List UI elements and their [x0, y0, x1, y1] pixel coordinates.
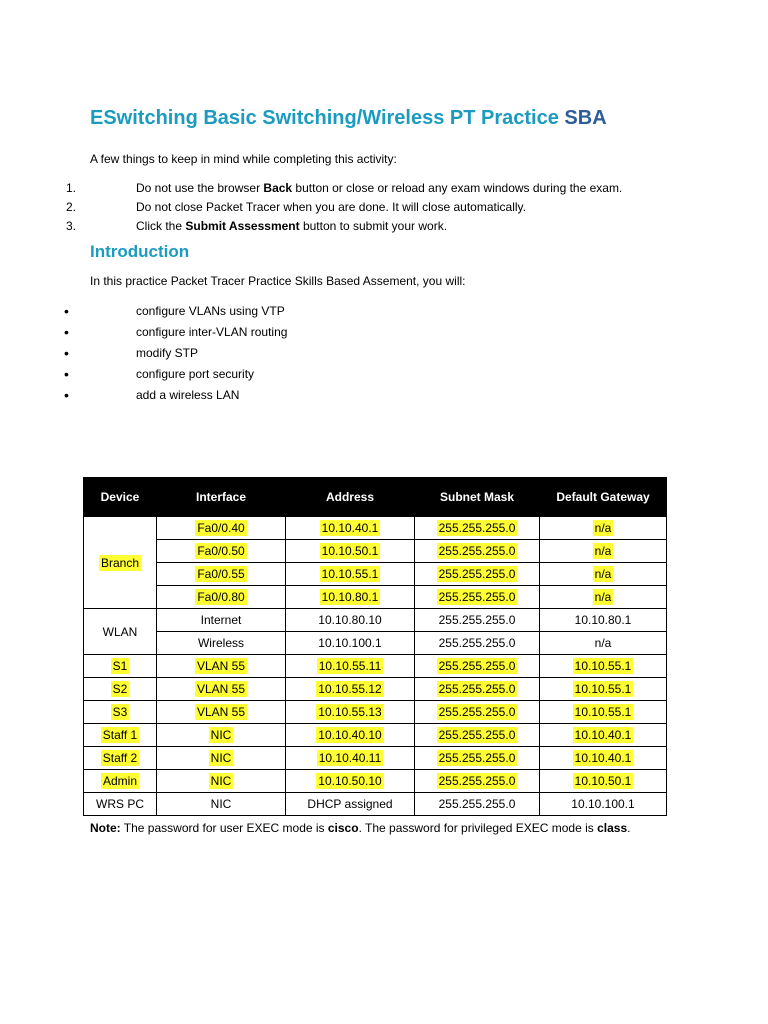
cell-device [84, 655, 157, 678]
interface-value: Fa0/0.80 [197, 590, 245, 604]
address-value: 10.10.100.1 [318, 636, 382, 650]
device-name: WLAN [102, 624, 138, 639]
password-note [90, 821, 631, 835]
device-name: Admin [102, 774, 137, 788]
bullet-icon: • [64, 345, 69, 361]
instruction-number: 1. [66, 181, 77, 195]
cell-subnet-mask [415, 632, 540, 655]
cell-address [286, 678, 415, 701]
default-gateway-value: n/a [594, 590, 612, 604]
note-text-1: The password for user EXEC mode is [120, 821, 328, 835]
cell-interface [157, 517, 286, 540]
cell-subnet-mask [415, 655, 540, 678]
cell-device [84, 770, 157, 793]
default-gateway-value: n/a [594, 544, 612, 558]
cell-default-gateway [540, 770, 667, 793]
cell-subnet-mask [415, 724, 540, 747]
instruction-text-bold: Back [263, 181, 293, 195]
subnet-mask-value: 255.255.255.0 [438, 567, 516, 581]
subnet-mask-value: 255.255.255.0 [438, 682, 516, 696]
table-row [84, 678, 667, 701]
note-label: Note: [90, 821, 121, 835]
cell-default-gateway [540, 586, 667, 609]
header-address: Address [286, 478, 415, 517]
subnet-mask-value: 255.255.255.0 [438, 751, 516, 765]
device-name: S2 [112, 682, 128, 696]
address-value: 10.10.50.10 [318, 774, 382, 788]
address-value: 10.10.50.1 [321, 544, 379, 558]
instruction-text-pre: Click the [136, 219, 186, 233]
subnet-mask-value: 255.255.255.0 [438, 659, 516, 673]
cell-default-gateway [540, 793, 667, 816]
cell-device [84, 724, 157, 747]
device-name: WRS PC [96, 797, 144, 811]
instruction-text-post: button or close or reload any exam windows during the exam. [292, 181, 623, 195]
instruction-number: 2. [66, 200, 77, 214]
document-title [90, 107, 607, 130]
bullet-icon: • [64, 366, 69, 382]
cell-subnet-mask [415, 747, 540, 770]
header-subnet-mask: Subnet Mask [415, 478, 540, 517]
instruction-number: 3. [66, 219, 77, 233]
default-gateway-value: 10.10.100.1 [571, 797, 635, 811]
instruction-text [136, 180, 622, 196]
subnet-mask-value: 255.255.255.0 [438, 636, 516, 650]
cell-interface [157, 586, 286, 609]
address-value: 10.10.55.11 [318, 659, 382, 673]
note-text-3: . [627, 821, 631, 835]
note-text-2: . The password for privileged EXEC mode is [358, 821, 598, 835]
default-gateway-value: 10.10.55.1 [574, 682, 632, 696]
address-value: 10.10.40.1 [321, 521, 379, 535]
cell-subnet-mask [415, 517, 540, 540]
cell-device [84, 793, 157, 816]
cell-address [286, 655, 415, 678]
cell-subnet-mask [415, 540, 540, 563]
bullet-icon: • [64, 387, 69, 403]
cell-device [84, 701, 157, 724]
header-interface: Interface [157, 478, 286, 517]
objective-text: configure inter-VLAN routing [136, 325, 288, 339]
default-gateway-value: 10.10.80.1 [574, 613, 632, 627]
instruction-text-post: button to submit your work. [299, 219, 448, 233]
cell-interface [157, 655, 286, 678]
cell-default-gateway [540, 632, 667, 655]
address-value: 10.10.80.1 [321, 590, 379, 604]
interface-value: NIC [210, 774, 232, 788]
objective-text: configure port security [136, 367, 255, 381]
cell-interface [157, 563, 286, 586]
cell-device [84, 747, 157, 770]
default-gateway-value: n/a [594, 567, 612, 581]
instruction-text-pre: Do not close Packet Tracer when you are done. It will close automatically. [136, 200, 526, 214]
instruction-text-bold: Submit Assessment [185, 219, 300, 233]
cell-address [286, 793, 415, 816]
cell-subnet-mask [415, 793, 540, 816]
title-suffix: SBA [564, 107, 607, 129]
cell-address [286, 540, 415, 563]
interface-value: VLAN 55 [196, 659, 246, 673]
objective-text: add a wireless LAN [136, 388, 240, 402]
interface-value: Internet [200, 613, 242, 627]
interface-value: Fa0/0.55 [197, 567, 245, 581]
table-row [84, 770, 667, 793]
cell-default-gateway [540, 609, 667, 632]
interface-value: Wireless [197, 636, 244, 650]
address-value: DHCP assigned [307, 797, 393, 811]
table-row [84, 747, 667, 770]
device-name: Branch [100, 555, 140, 570]
cell-default-gateway [540, 678, 667, 701]
cell-interface [157, 770, 286, 793]
interface-value: VLAN 55 [196, 705, 246, 719]
cell-interface [157, 747, 286, 770]
instruction-text [136, 199, 526, 215]
cell-address [286, 724, 415, 747]
cell-default-gateway [540, 655, 667, 678]
interface-value: VLAN 55 [196, 682, 246, 696]
cell-address [286, 609, 415, 632]
cell-interface [157, 540, 286, 563]
subnet-mask-value: 255.255.255.0 [438, 590, 516, 604]
header-default-gateway: Default Gateway [540, 478, 667, 517]
subnet-mask-value: 255.255.255.0 [438, 544, 516, 558]
cell-device [84, 609, 157, 655]
cell-default-gateway [540, 563, 667, 586]
device-name: S1 [112, 659, 128, 673]
cell-interface [157, 678, 286, 701]
instruction-text [136, 218, 447, 234]
subnet-mask-value: 255.255.255.0 [438, 613, 516, 627]
table-row [84, 609, 667, 632]
cell-subnet-mask [415, 701, 540, 724]
table-row [84, 655, 667, 678]
cell-interface [157, 609, 286, 632]
default-gateway-value: 10.10.40.1 [574, 751, 632, 765]
introduction-heading: Introduction [90, 242, 190, 261]
default-gateway-value: 10.10.40.1 [574, 728, 632, 742]
cell-interface [157, 701, 286, 724]
objective-text: configure VLANs using VTP [136, 304, 285, 318]
table-row [84, 540, 667, 563]
default-gateway-value: 10.10.55.1 [574, 659, 632, 673]
cell-subnet-mask [415, 586, 540, 609]
cell-subnet-mask [415, 678, 540, 701]
subnet-mask-value: 255.255.255.0 [438, 797, 516, 811]
default-gateway-value: n/a [594, 636, 612, 650]
device-name: Staff 1 [102, 728, 138, 742]
interface-value: Fa0/0.40 [197, 521, 245, 535]
bullet-icon: • [64, 324, 69, 340]
table-row [84, 517, 667, 540]
cell-subnet-mask [415, 770, 540, 793]
objective-text: modify STP [136, 346, 199, 360]
table-row [84, 563, 667, 586]
table-header-row [84, 478, 667, 517]
address-value: 10.10.40.11 [318, 751, 382, 765]
cell-default-gateway [540, 747, 667, 770]
address-value: 10.10.40.10 [318, 728, 382, 742]
addressing-table [83, 477, 667, 816]
device-name: Staff 2 [102, 751, 138, 765]
table-row [84, 586, 667, 609]
address-value: 10.10.55.1 [321, 567, 379, 581]
cell-interface [157, 632, 286, 655]
bullet-icon: • [64, 303, 69, 319]
subnet-mask-value: 255.255.255.0 [438, 521, 516, 535]
cell-address [286, 747, 415, 770]
interface-value: NIC [210, 797, 232, 811]
cell-interface [157, 724, 286, 747]
cell-default-gateway [540, 701, 667, 724]
cell-default-gateway [540, 517, 667, 540]
intro-text: A few things to keep in mind while completing this activity: [90, 152, 397, 166]
address-value: 10.10.55.12 [318, 682, 382, 696]
cell-address [286, 563, 415, 586]
introduction-text: In this practice Packet Tracer Practice Skills Based Assement, you will: [90, 274, 466, 288]
table-row [84, 724, 667, 747]
interface-value: NIC [210, 728, 232, 742]
address-value: 10.10.80.10 [318, 613, 382, 627]
default-gateway-value: 10.10.50.1 [574, 774, 632, 788]
table-row [84, 793, 667, 816]
cell-device [84, 517, 157, 609]
header-device: Device [84, 478, 157, 517]
cell-address [286, 632, 415, 655]
cell-subnet-mask [415, 609, 540, 632]
table-row [84, 701, 667, 724]
default-gateway-value: 10.10.55.1 [574, 705, 632, 719]
note-user-password: cisco [327, 821, 359, 835]
cell-interface [157, 793, 286, 816]
note-privileged-password: class [597, 821, 628, 835]
subnet-mask-value: 255.255.255.0 [438, 728, 516, 742]
device-name: S3 [112, 705, 128, 719]
table-body [84, 517, 667, 816]
address-value: 10.10.55.13 [318, 705, 382, 719]
subnet-mask-value: 255.255.255.0 [438, 705, 516, 719]
table-row [84, 632, 667, 655]
interface-value: NIC [210, 751, 232, 765]
cell-default-gateway [540, 540, 667, 563]
cell-address [286, 517, 415, 540]
default-gateway-value: n/a [594, 521, 612, 535]
subnet-mask-value: 255.255.255.0 [438, 774, 516, 788]
cell-address [286, 586, 415, 609]
instruction-text-pre: Do not use the browser [136, 181, 264, 195]
cell-address [286, 701, 415, 724]
cell-address [286, 770, 415, 793]
cell-default-gateway [540, 724, 667, 747]
cell-device [84, 678, 157, 701]
cell-subnet-mask [415, 563, 540, 586]
title-main: ESwitching Basic Switching/Wireless PT Practice [90, 107, 559, 129]
interface-value: Fa0/0.50 [197, 544, 245, 558]
